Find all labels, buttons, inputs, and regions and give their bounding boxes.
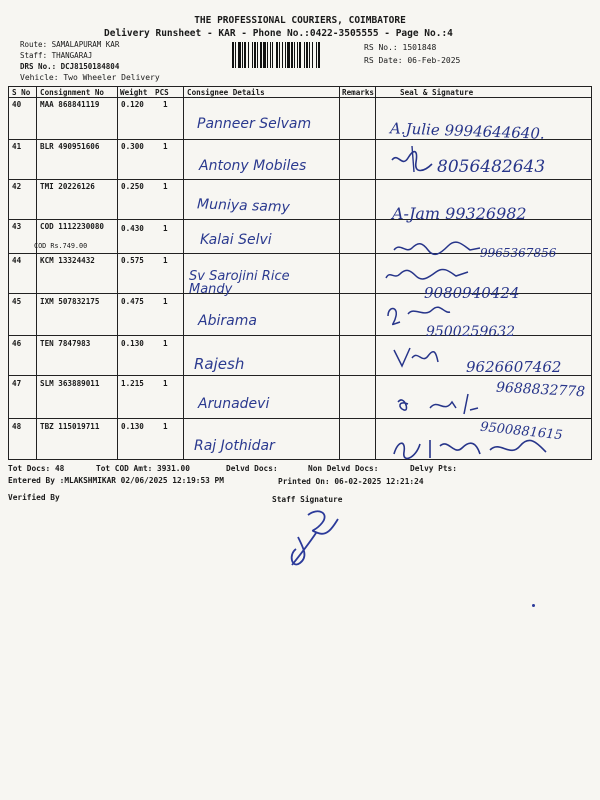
staff-line	[20, 51, 92, 60]
staff-value: THANGARAJ	[51, 51, 93, 60]
rs-date-value: 06-Feb-2025	[407, 56, 461, 65]
rs-no-label: RS No.:	[364, 43, 398, 52]
row-sno: 45	[12, 297, 22, 306]
barcode	[232, 42, 350, 68]
route-label: Route:	[20, 40, 48, 49]
row-consignment: IXM 507832175	[40, 297, 100, 306]
row-weight: 0.475	[121, 297, 144, 306]
row-pcs: 1	[163, 379, 168, 388]
row-sno: 48	[12, 422, 22, 431]
consignee-name: Raj Jothidar	[194, 438, 275, 454]
row-pcs: 1	[163, 224, 168, 233]
total-cod-amount: Tot COD Amt: 3931.00	[96, 464, 190, 473]
row-weight: 0.120	[121, 100, 144, 109]
col-header-weight: Weight	[120, 88, 148, 97]
row-consignment: COD 1112230080	[40, 222, 105, 231]
consignee-name: Rajesh	[194, 355, 245, 373]
consignee-name: Abirama	[198, 313, 257, 329]
receiver-signature: 9965367856	[480, 246, 557, 260]
receiver-signature: 9080940424	[424, 284, 520, 302]
receiver-signature: 9688832778	[495, 379, 586, 401]
row-border-41	[8, 179, 592, 180]
signature-scribble-icon	[394, 392, 494, 418]
row-consignment: BLR 490951606	[40, 142, 100, 151]
signature-scribble-icon	[384, 266, 470, 282]
col-header-pcs: PCS	[155, 88, 169, 97]
row-sno: 44	[12, 256, 22, 265]
row-sno: 40	[12, 100, 22, 109]
col-header-signature: Seal & Signature	[400, 88, 474, 97]
receiver-signature: A.Julie 9994644640.	[389, 119, 545, 143]
col-divider	[591, 86, 592, 459]
staff-signature-icon	[278, 505, 348, 571]
row-consignment: TMI 20226126	[40, 182, 95, 191]
col-divider	[375, 86, 376, 459]
receiver-signature: 8056482643	[437, 157, 546, 177]
row-pcs: 1	[163, 339, 168, 348]
drs-value: DCJ8150184804	[60, 62, 120, 71]
signature-scribble-icon	[392, 344, 442, 372]
col-header-consignment: Consignment No	[40, 88, 105, 97]
runsheet-title: Delivery Runsheet - KAR - Phone No.:0422-3505555 - Page No.:4	[104, 28, 453, 39]
signature-scribble-icon	[388, 142, 438, 178]
row-weight: 0.130	[121, 339, 144, 348]
consignee-name: Panneer Selvam	[197, 116, 312, 132]
col-header-sno: S No	[12, 88, 31, 97]
row-consignment: MAA 868841119	[40, 100, 100, 109]
receiver-signature: 9500259632	[426, 324, 516, 340]
receiver-signature: A-Jam 99326982	[392, 204, 527, 223]
rs-no-value: 1501848	[402, 43, 437, 52]
col-divider	[183, 86, 184, 459]
row-weight: 1.215	[121, 379, 144, 388]
col-divider	[339, 86, 340, 459]
row-consignment: TEN 7847983	[40, 339, 91, 348]
row-pcs: 1	[163, 100, 168, 109]
stray-pen-mark	[532, 604, 535, 607]
vehicle-line	[20, 73, 160, 82]
row-consignment: KCM 13324432	[40, 256, 95, 265]
cod-amount: COD Rs.749.00	[34, 242, 88, 250]
receiver-signature: 9500881615	[479, 419, 564, 444]
row-sno: 43	[12, 222, 22, 231]
row-sno: 41	[12, 142, 22, 151]
table-header-border	[8, 97, 592, 98]
vehicle-value: Two Wheeler Delivery	[63, 73, 160, 82]
route-line	[20, 40, 119, 49]
row-weight: 0.430	[121, 224, 144, 233]
rs-date-line	[364, 56, 460, 65]
col-header-consignee: Consignee Details	[187, 88, 265, 97]
staff-signature-label: Staff Signature	[272, 495, 343, 504]
row-pcs: 1	[163, 182, 168, 191]
printed-on: Printed On: 06-02-2025 12:21:24	[278, 477, 424, 486]
row-weight: 0.130	[121, 422, 144, 431]
row-weight: 0.250	[121, 182, 144, 191]
row-sno: 46	[12, 339, 22, 348]
total-docs: Tot Docs: 48	[8, 464, 65, 473]
row-pcs: 1	[163, 142, 168, 151]
staff-label: Staff:	[20, 51, 48, 60]
row-sno: 47	[12, 379, 22, 388]
vehicle-label: Vehicle:	[20, 73, 59, 82]
row-consignment: SLM 363889011	[40, 379, 100, 388]
row-border-47	[8, 418, 592, 419]
consignee-name: Muniya samy	[196, 196, 291, 216]
col-header-remarks: Remarks	[342, 88, 375, 97]
verified-by: Verified By	[8, 493, 60, 502]
delivered-docs: Delvd Docs:	[226, 464, 278, 473]
delivery-points: Delvy Pts:	[410, 464, 457, 473]
consignee-name: Antony Mobiles	[199, 158, 307, 174]
row-pcs: 1	[163, 256, 168, 265]
row-pcs: 1	[163, 422, 168, 431]
row-weight: 0.575	[121, 256, 144, 265]
consignee-name: Kalai Selvi	[200, 232, 272, 248]
drs-label: DRS No.:	[20, 62, 57, 71]
entered-by: Entered By :MLAKSHMIKAR 02/06/2025 12:19:53 PM	[8, 476, 224, 485]
tamil-signature-icon	[392, 240, 482, 256]
non-delivered-docs: Non Delvd Docs:	[308, 464, 379, 473]
rs-date-label: RS Date:	[364, 56, 403, 65]
consignee-name: Arunadevi	[198, 396, 270, 412]
company-name: THE PROFESSIONAL COURIERS, COIMBATORE	[194, 15, 406, 26]
col-divider	[117, 86, 118, 459]
row-sno: 42	[12, 182, 22, 191]
drs-line	[20, 62, 119, 71]
route-value: SAMALAPURAM KAR	[51, 40, 120, 49]
col-divider	[36, 86, 37, 459]
row-pcs: 1	[163, 297, 168, 306]
row-consignment: TBZ 115019711	[40, 422, 100, 431]
table-top-border	[8, 86, 592, 87]
col-divider	[8, 86, 9, 459]
row-weight: 0.300	[121, 142, 144, 151]
rs-no-line	[364, 43, 436, 52]
consignee-name: Sv Sarojini Rice Mandy	[189, 269, 290, 297]
receiver-signature: 9626607462	[466, 358, 562, 376]
